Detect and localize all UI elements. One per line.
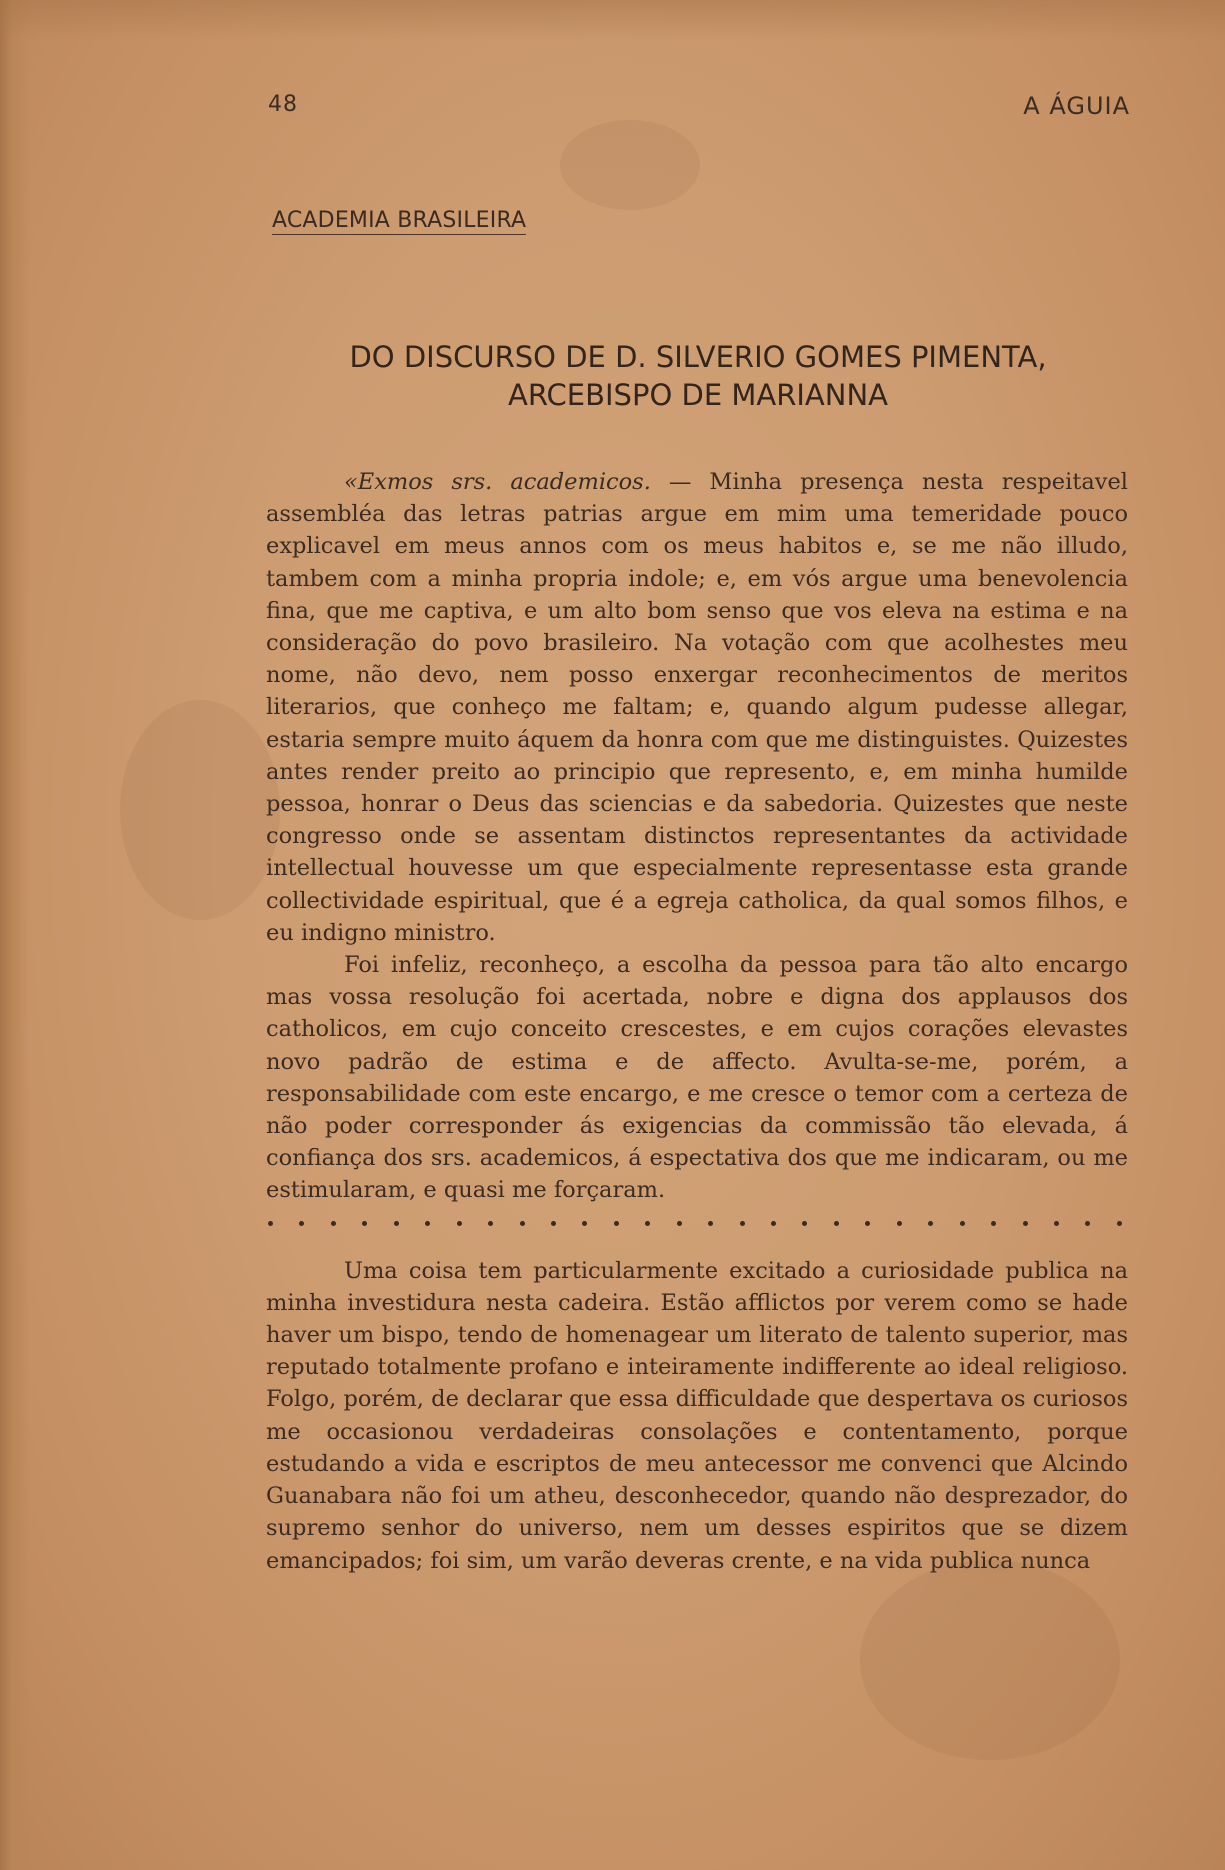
paper-stain [560, 120, 700, 210]
salutation: «Exmos srs. academicos. [344, 469, 651, 495]
paragraph-3: Uma coisa tem particularmente excitado a curiosidade publica na minha investidura nesta cadeira. Estão afflictos por verem como se hade haver um bispo, tendo de homenagear um literato de talento superior, mas reputado totalmente profano e inteiramente indifferente ao ideal religioso. Folgo, porém, de declarar que essa difficuldade que despertava os curiosos me occasionou verdadeiras consolações e contentamento, porque estudando a vida e escriptos de meu antecessor me convenci que Alcindo Guanabara não foi um atheu, desconhecedor, quando não desprezador, do supremo senhor do universo, nem um desses espiritos que se dizem emancipados; foi sim, um varão deveras crente, e na vida publica nunca [266, 1257, 1128, 1574]
running-head [268, 92, 1130, 124]
article-body [266, 466, 1128, 1577]
paper-stain [860, 1560, 1120, 1760]
paper-stain [120, 700, 280, 920]
article-headline [262, 338, 1134, 414]
section-title: ACADEMIA BRASILEIRA [272, 208, 527, 233]
separator-spacer [266, 1241, 1128, 1255]
headline-line-2: ARCEBISPO DE MARIANNA [507, 378, 888, 412]
page-top-shadow [0, 0, 1225, 40]
headline-line-1: DO DISCURSO DE D. SILVERIO GOMES PIMENTA, [349, 340, 1047, 374]
paragraph-1 [266, 466, 1128, 949]
paragraph-2: Foi infeliz, reconheço, a escolha da pessoa para tão alto encargo mas vossa resolução foi acertada, nobre e digna dos applausos dos catholicos, em cujo conceito crescestes, e em cujos corações elevastes novo padrão de estima e de affecto. Avulta-se-me, porém, a responsabilidade com este encargo, e me cresce o temor com a certeza de não poder corresponder ás exigencias da commissão tão elevada, á confiança dos srs. academicos, á espectativa dos que me indicaram, ou me estimularam, e quasi me forçaram. [266, 952, 1128, 1204]
journal-title: A ÁGUIA [1023, 92, 1130, 120]
page-edge-shadow [0, 0, 30, 1870]
ellipsis-separator [266, 1207, 1128, 1241]
paragraph-1-text: — Minha presença nesta respeitavel assembléa das letras patrias argue em mim uma temeridade pouco explicavel em meus annos com os meus habitos e, se me não illudo, tambem com a minha propria indole; e, em vós argue uma benevolencia fina, que me captiva, e um alto bom senso que vos eleva na estima e na consideração do povo brasileiro. Na votação com que acolhestes meu nome, não devo, nem posso enxergar reconhecimentos de meritos literarios, que conheço me faltam; e, quando algum pudesse allegar, estaria sempre muito áquem da honra com que me distinguistes. Quizestes antes render preito ao principio que represento, e, em minha humilde pessoa, honrar o Deus das sciencias e da sabedoria. Quizestes que neste congresso onde se assentam distinctos representantes da actividade intellectual houvesse um que especialmente representasse esta grande collectividade espiritual, que é a egreja catholica, da qual somos filhos, e eu indigno ministro. [266, 469, 1128, 946]
page-number: 48 [268, 92, 298, 117]
